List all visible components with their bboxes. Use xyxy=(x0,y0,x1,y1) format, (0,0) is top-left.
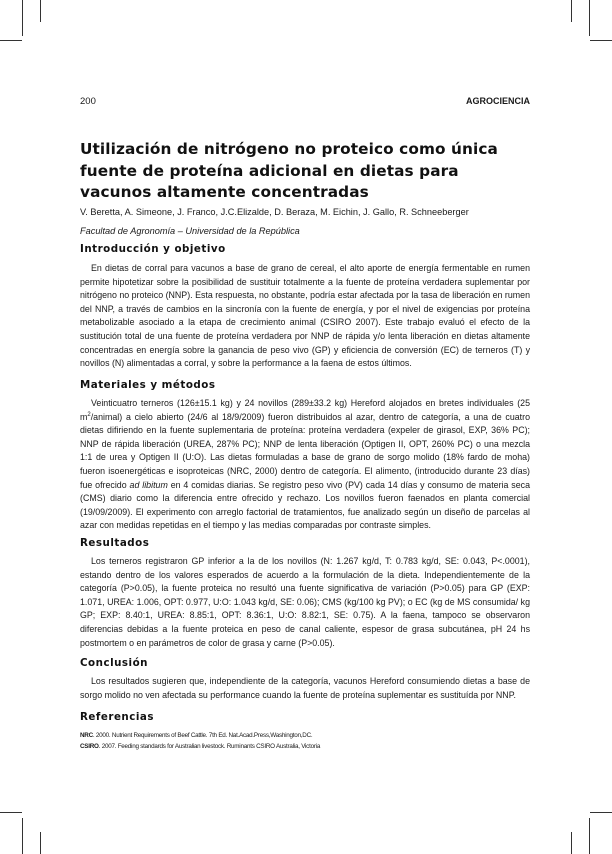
authors: V. Beretta, A. Simeone, J. Franco, J.C.Elizalde, D. Beraza, M. Eichin, J. Gallo, R. Schneeberger xyxy=(80,207,469,217)
reference-item: CSIRO. 2007. Feeding standards for Australian livestock. Ruminants CSIRO Australia, Victoria xyxy=(80,742,321,750)
reference-list xyxy=(80,731,530,752)
heading-references: Referencias xyxy=(80,711,154,723)
journal-section: AGROCIENCIA xyxy=(465,96,530,106)
paper-title: Utilización de nitrógeno no proteico como única fuente de proteína adicional en dietas para vacunos altamente concentradas xyxy=(80,140,498,201)
paragraph-conclusion: Los resultados sugieren que, independiente de la categoría, vacunos Hereford consumiendo dietas a base de sorgo molido no ven afectada su performance cuando la fuente de proteína suplementar es sustituída por NNP. xyxy=(80,676,530,700)
paragraph-methods: Veinticuatro terneros (126±15.1 kg) y 24 novillos (289±33.2 kg) Hereford alojados en bretes individuales (25 $m^2/animal$) a cielo abierto (24/6 al 18/9/2009) fueron distribuidos al azar, dentro de categoría, a una de cuatro dietas difiriendo en la fuente suplementaria de proteína: proteína verdadera (expeler de girasol, EXP, 36% PC); NNP de rápida liberación (UREA, 287% PC); NNP de lenta liberación (Optigen II, OPT, 260% PC) o una mezcla 1:1 de urea y Optigen II (U:O). Las dietas formuladas a base de grano de sorgo molido (18% fardo de moha) fueron isoenergéticas e isoproteicas (NRC, 2000) dentro de categoría. El alimento, (introducido durante 23 días) fue ofrecido ad libitum en 4 comidas diarias. Se registro peso vivo (PV) cada 14 días y consumo de materia seca (CMS) diario como la diferencia entre ofrecido y rechazo. Los novillos fueron faenados en planta comercial (19/09/2009). El experimento con arreglo factorial de tratamientos, fue analizado según un diseño de parcelas al azar con medidas repetidas en el tiempo y las medias comparadas por contraste simples. xyxy=(80,398,530,531)
reference-item: NRC. 2000. Nutrient Requirements of Beef Cattle. 7th Ed. Nat.Acad.Press,Washington,DC. xyxy=(80,732,313,739)
heading-results: Resultados xyxy=(80,537,150,549)
paragraph-intro: En dietas de corral para vacunos a base de grano de cereal, el alto aporte de energía fermentable en rumen permite hipotetizar sobre la posibilidad de sustituir totalmente a la fuente de proteína verdadera suplementar por nitrógeno no proteico (NNP). Esta respuesta, no obstante, podría estar afectada por la tasa de liberación en rumen del NNP, a través de cambios en la sincronía con la fuente de energía, y por el nivel de exigencias por proteína metabolizable asociado a la etapa de crecimiento animal (CSIRO 2007). Este trabajo evaluó el efecto de la sustitución total de una fuente de proteína verdadera por NNP de rápida y/o lenta liberación en dietas altamente concentradas en energía sobre la ganancia de peso vivo (GP) y eficiencia de conversión (EC) de terneros (T) y novillos (N) alimentadas a corral, y sobre la performance a la faena de estos últimos. xyxy=(80,263,530,369)
page-number: 200 xyxy=(80,96,96,107)
heading-intro: Introducción y objetivo xyxy=(80,243,226,255)
heading-conclusion: Conclusión xyxy=(80,657,148,669)
affiliation: Facultad de Agronomía – Universidad de la República xyxy=(80,226,300,236)
heading-methods: Materiales y métodos xyxy=(80,379,216,391)
paragraph-results: Los terneros registraron GP inferior a la de los novillos (N: 1.267 kg/d, T: 0.783 kg/d, SE: 0.043, P<.0001), estando dentro de los valores esperados de acuerdo a la formulación de la dieta. Independientemente de la categoría (P>0.05), la fuente proteica no resultó una fuente significativa de variación (P>0.05) para GP (EXP: 1.071, UREA: 1.006, OPT: 0.977, U:O: 1.043 kg/d, SE: 0.06); CMS (kg/100 kg PV); o EC (kg de MS consumida/ kg GP; EXP: 8.40:1, UREA: 8.85:1, OPT: 8.36:1, U:O: 8.82:1, SE: 0.75). A la faena, tampoco se observaron diferencias debidas a la fuente proteica en peso de canal caliente, espesor de grasa subcutánea, pH 24 hs postmortem o en parámetros de color de grasa y carne (P>0.05). xyxy=(80,556,530,648)
